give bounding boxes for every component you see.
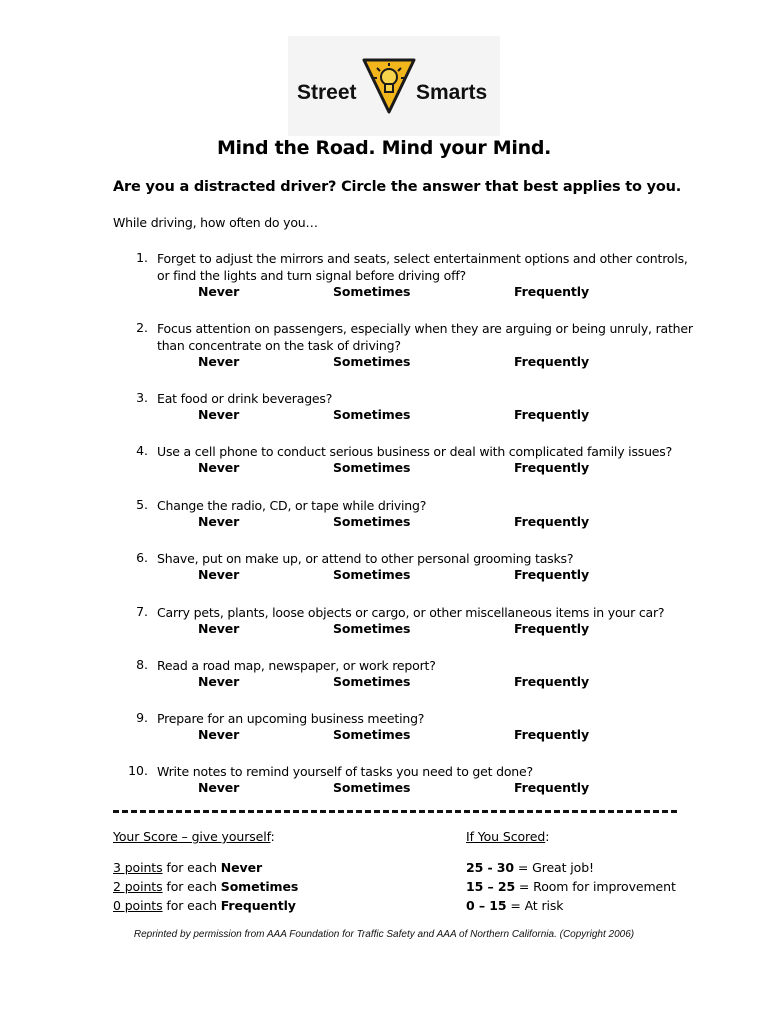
- answer-never[interactable]: Never: [198, 621, 240, 636]
- question-text: Change the radio, CD, or tape while driving?: [157, 498, 427, 513]
- range-label: = At risk: [506, 898, 564, 913]
- answer-sometimes[interactable]: Sometimes: [333, 780, 411, 795]
- answer-name: Never: [220, 860, 263, 875]
- dashed-divider: [113, 810, 677, 813]
- answer-never[interactable]: Never: [198, 780, 240, 795]
- results-heading-text: If You Scored: [466, 829, 546, 844]
- answer-never[interactable]: Never: [198, 567, 240, 582]
- question-number: 2.: [136, 320, 148, 335]
- score-range: 25 - 30: [466, 860, 514, 875]
- question-number: 6.: [136, 550, 148, 565]
- answer-sometimes[interactable]: Sometimes: [333, 354, 411, 369]
- results-heading: [466, 829, 549, 844]
- points-value: 2 points: [113, 879, 163, 894]
- question-text: Focus attention on passengers, especially when they are arguing or being unruly, rather than concentrate on the task of driving?: [157, 321, 693, 353]
- question-number: 5.: [136, 497, 148, 512]
- answer-sometimes[interactable]: Sometimes: [333, 621, 411, 636]
- logo-word-street: Street: [297, 81, 357, 104]
- answer-never[interactable]: Never: [198, 514, 240, 529]
- answer-sometimes[interactable]: Sometimes: [333, 567, 411, 582]
- answer-never[interactable]: Never: [198, 407, 240, 422]
- answer-sometimes[interactable]: Sometimes: [333, 727, 411, 742]
- points-value: 3 points: [113, 860, 163, 875]
- answer-frequently[interactable]: Frequently: [514, 284, 590, 299]
- intro-text: While driving, how often do you…: [113, 215, 318, 230]
- copyright-footer: Reprinted by permission from AAA Foundation for Traffic Safety and AAA of Northern California. (Copyright 2006): [133, 929, 635, 940]
- score-rule-row: [113, 860, 262, 875]
- answer-frequently[interactable]: Frequently: [514, 727, 590, 742]
- question-text: Shave, put on make up, or attend to other personal grooming tasks?: [157, 551, 574, 566]
- question-text: Use a cell phone to conduct serious business or deal with complicated family issues?: [157, 444, 673, 459]
- answer-sometimes[interactable]: Sometimes: [333, 514, 411, 529]
- lightbulb-road-sign-icon: [362, 56, 416, 116]
- page-subtitle: Are you a distracted driver? Circle the answer that best applies to you.: [113, 179, 682, 195]
- range-label: = Room for improvement: [515, 879, 676, 894]
- answer-sometimes[interactable]: Sometimes: [333, 284, 411, 299]
- points-value: 0 points: [113, 898, 163, 913]
- logo-word-smarts: Smarts: [416, 81, 488, 104]
- question-number: 1.: [136, 250, 148, 265]
- question-number: 7.: [136, 604, 148, 619]
- answer-frequently[interactable]: Frequently: [514, 780, 590, 795]
- question-text: Forget to adjust the mirrors and seats, select entertainment options and other controls, or find the lights and turn signal before driving off?: [157, 251, 688, 283]
- question-text: Write notes to remind yourself of tasks you need to get done?: [157, 764, 533, 779]
- for-each-text: for each: [162, 898, 221, 913]
- question-number: 8.: [136, 657, 148, 672]
- answer-sometimes[interactable]: Sometimes: [333, 460, 411, 475]
- score-heading: [113, 829, 275, 844]
- question-text: Eat food or drink beverages?: [157, 391, 333, 406]
- question-text: Carry pets, plants, loose objects or cargo, or other miscellaneous items in your car?: [157, 605, 665, 620]
- score-rule-row: [113, 898, 296, 913]
- score-heading-text: Your Score – give yourself: [113, 829, 271, 844]
- answer-frequently[interactable]: Frequently: [514, 674, 590, 689]
- answer-frequently[interactable]: Frequently: [514, 407, 590, 422]
- answer-name: Frequently: [220, 898, 296, 913]
- answer-never[interactable]: Never: [198, 460, 240, 475]
- answer-frequently[interactable]: Frequently: [514, 354, 590, 369]
- question-text: Prepare for an upcoming business meeting?: [157, 711, 425, 726]
- for-each-text: for each: [162, 860, 221, 875]
- answer-frequently[interactable]: Frequently: [514, 621, 590, 636]
- result-range-row: [466, 898, 563, 913]
- score-range: 15 – 25: [466, 879, 516, 894]
- answer-never[interactable]: Never: [198, 674, 240, 689]
- question-text: Read a road map, newspaper, or work report?: [157, 658, 436, 673]
- answer-frequently[interactable]: Frequently: [514, 460, 590, 475]
- result-range-row: [466, 879, 676, 894]
- answer-frequently[interactable]: Frequently: [514, 514, 590, 529]
- score-heading-colon: :: [270, 829, 275, 844]
- answer-sometimes[interactable]: Sometimes: [333, 674, 411, 689]
- question-number: 9.: [136, 710, 148, 725]
- answer-never[interactable]: Never: [198, 354, 240, 369]
- results-heading-colon: :: [545, 829, 550, 844]
- answer-never[interactable]: Never: [198, 284, 240, 299]
- page-title: Mind the Road. Mind your Mind.: [216, 137, 552, 159]
- range-label: = Great job!: [513, 860, 594, 875]
- question-number: 4.: [136, 443, 148, 458]
- for-each-text: for each: [162, 879, 221, 894]
- answer-sometimes[interactable]: Sometimes: [333, 407, 411, 422]
- score-rule-row: [113, 879, 298, 894]
- answer-name: Sometimes: [220, 879, 299, 894]
- result-range-row: [466, 860, 594, 875]
- answer-never[interactable]: Never: [198, 727, 240, 742]
- score-range: 0 – 15: [466, 898, 507, 913]
- answer-frequently[interactable]: Frequently: [514, 567, 590, 582]
- question-number: 10.: [128, 763, 148, 778]
- street-smarts-logo: [288, 36, 500, 136]
- question-number: 3.: [136, 390, 148, 405]
